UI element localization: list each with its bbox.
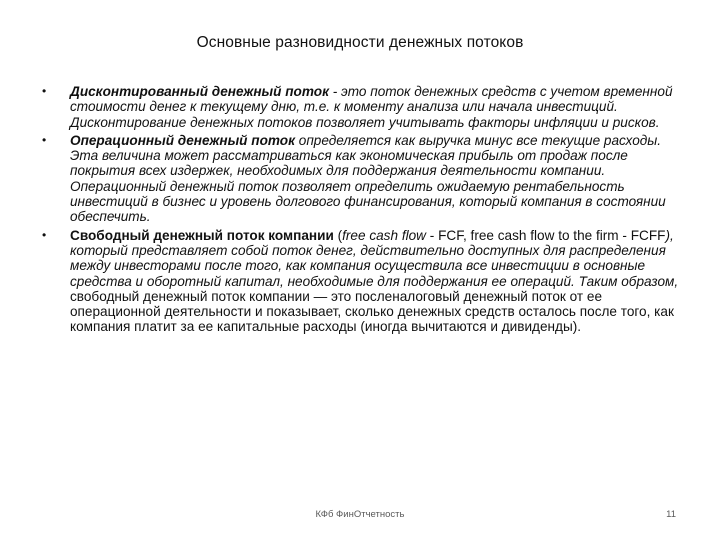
page-number: 11 [666,509,676,520]
bullet-item-operating-cash-flow [42,133,682,225]
bullet-body-part: - FCF, free cash flow to the firm - FCFF [426,227,666,243]
bullet-body: - это поток денежных средств с учетом временной стоимости денег к текущему дню, т.е. к моменту анализа или начала инвестиций. Дисконтирование денежных потоков позволяет учитывать факторы инфляции и рисков. [70,84,673,130]
bullet-body-part: free cash flow [342,227,426,243]
bullet-lead: Свободный денежный поток компании [70,227,334,243]
bullet-body-part: ), который представляет собой поток денег, действительно доступных для распределения между инвесторами [70,227,674,274]
bullet-body-part: свободный денежный поток компании — это посленалоговый денежный поток от ее операционной деятельности и показывает, сколько денежных средств осталось после того, как компания платит за ее капитальные расходы (иногда вычитаются и дивиденды). [70,288,674,335]
bullet-body-part: после того, как компания осуществила все инвестиции в основные средства и оборотный капитал, необходимые для поддержания ее операций. Таким образом, [70,258,679,289]
footer-text: КФб ФинОтчетность [315,509,405,520]
bullet-dot-icon: • [42,84,47,98]
bullet-text [70,228,678,335]
bullet-item-discounted-cash-flow [42,84,682,130]
bullet-dot-icon: • [42,132,47,147]
bullet-text [70,133,666,224]
bullet-item-free-cash-flow [42,228,682,335]
bullet-lead: Операционный денежный поток [70,132,295,148]
slide-title: Основные разновидности денежных потоков [196,34,524,51]
bullet-lead: Дисконтированный денежный поток [70,84,329,99]
bullet-list [42,84,682,336]
bullet-body: определяется как выручка минус все текущие расходы. Эта величина может рассматриваться как экономическая прибыль от продаж после покрытия всех издержек, необходимых для поддержания деятельности компании. Операционный денежный поток позволяет определить ожидаемую рентабельность инвестиций в бизнес и уровень долгового финансирования, который компания в состоянии обеспечить. [70,132,666,225]
bullet-dot-icon: • [42,227,47,242]
bullet-text [70,84,673,130]
bullet-body-part: ( [333,227,343,243]
